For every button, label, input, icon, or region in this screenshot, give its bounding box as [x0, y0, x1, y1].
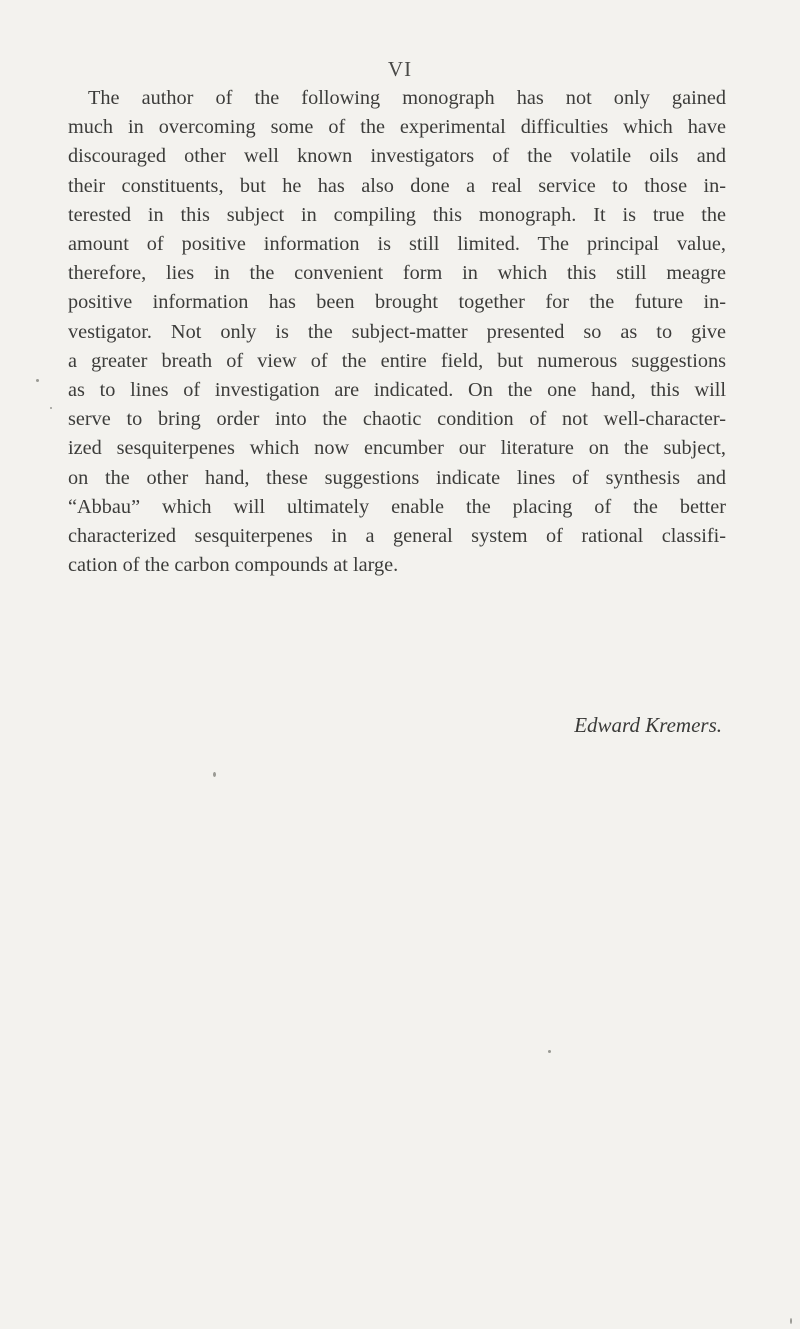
scan-speck — [213, 772, 216, 777]
scan-speck — [790, 1318, 792, 1324]
text-line: “Abbau” which will ultimately enable the placing of the better — [68, 495, 726, 518]
text-line: cation of the carbon compounds at large. — [68, 554, 399, 577]
scan-speck — [548, 1050, 551, 1053]
text-line: serve to bring order into the chaotic condition of not well-character- — [68, 408, 726, 431]
text-line: on the other hand, these suggestions indicate lines of synthesis and — [68, 466, 726, 489]
text-line: vestigator. Not only is the subject-matter presented so as to give — [68, 320, 726, 343]
text-line: therefore, lies in the convenient form in which this still meagre — [68, 262, 726, 285]
author-signature: Edward Kremers. — [574, 713, 722, 737]
text-line: amount of positive information is still limited. The principal value, — [68, 233, 726, 256]
preface-paragraph — [68, 84, 726, 580]
text-line: a greater breath of view of the entire field, but numerous suggestions — [68, 349, 726, 372]
page-number: VI — [387, 57, 413, 81]
text-line: characterized sesquiterpenes in a general system of rational classifi- — [68, 525, 726, 548]
text-line: terested in this subject in compiling this monograph. It is true the — [68, 203, 726, 226]
text-line: The author of the following monograph has not only gained — [88, 87, 726, 109]
scan-speck — [36, 379, 39, 382]
text-line: ized sesquiterpenes which now encumber our literature on the subject, — [68, 437, 726, 460]
text-line: discouraged other well known investigators of the volatile oils and — [68, 145, 726, 168]
text-line: as to lines of investigation are indicated. On the one hand, this will — [68, 379, 726, 402]
scan-speck — [50, 407, 52, 409]
text-line: their constituents, but he has also done a real service to those in- — [68, 174, 726, 197]
text-line: much in overcoming some of the experimental difficulties which have — [68, 116, 726, 139]
text-line: positive information has been brought together for the future in- — [68, 291, 726, 314]
